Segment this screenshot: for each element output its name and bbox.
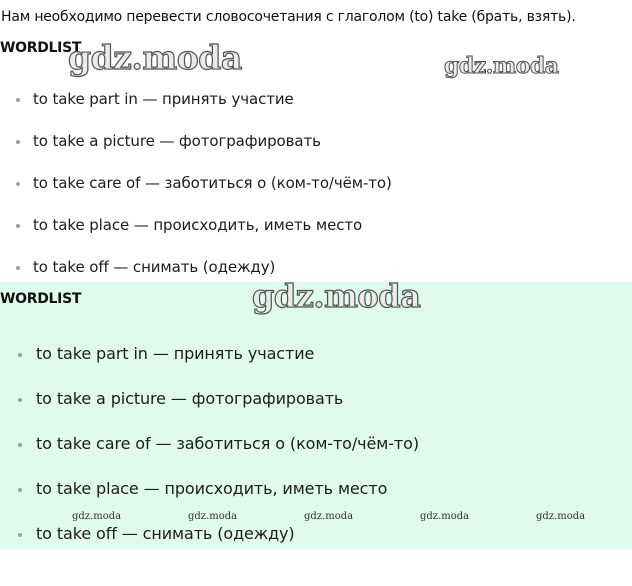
watermark-small: gdz.moda bbox=[420, 511, 470, 522]
watermark-small: gdz.moda bbox=[188, 511, 238, 522]
wordlist-heading: WORDLIST bbox=[0, 291, 82, 307]
watermark-small: gdz.moda bbox=[72, 511, 122, 522]
list-item-text: to take place — происходить, иметь место bbox=[33, 216, 363, 234]
bullet-icon bbox=[18, 353, 22, 357]
list-item-text: to take care of — заботиться о (ком-то/чём-то) bbox=[33, 174, 392, 192]
list-item-text: to take off — снимать (одежду) bbox=[36, 524, 295, 543]
list-item-text: to take off — снимать (одежду) bbox=[33, 258, 276, 276]
list-item bbox=[0, 131, 392, 173]
bullet-icon bbox=[18, 443, 22, 447]
bullet-icon bbox=[18, 488, 22, 492]
wordlist-heading: WORDLIST bbox=[0, 40, 82, 56]
list-item bbox=[0, 434, 419, 479]
list-item-text: to take a picture — фотографировать bbox=[33, 132, 321, 150]
watermark-small: gdz.moda bbox=[536, 511, 586, 522]
intro-text: Нам необходимо перевести словосочетания с глаголом (to) take (брать, взять). bbox=[1, 9, 576, 25]
wordlist bbox=[0, 89, 392, 299]
wordlist bbox=[0, 344, 419, 569]
list-item bbox=[0, 389, 419, 434]
list-item bbox=[0, 344, 419, 389]
watermark-logo: gdz.moda bbox=[444, 53, 559, 79]
list-item bbox=[0, 89, 392, 131]
list-item-text: to take care of — заботиться о (ком-то/чём-то) bbox=[36, 434, 419, 453]
bullet-icon bbox=[16, 98, 20, 102]
bullet-icon bbox=[16, 266, 20, 270]
bullet-icon bbox=[16, 224, 20, 228]
bullet-icon bbox=[16, 140, 20, 144]
list-item-text: to take a picture — фотографировать bbox=[36, 389, 344, 408]
list-item bbox=[0, 215, 392, 257]
bullet-icon bbox=[16, 182, 20, 186]
bullet-icon bbox=[18, 398, 22, 402]
list-item-text: to take place — происходить, иметь место bbox=[36, 479, 388, 498]
list-item-text: to take part in — принять участие bbox=[33, 90, 294, 108]
list-item bbox=[0, 524, 419, 569]
watermark-small: gdz.moda bbox=[304, 511, 354, 522]
list-item bbox=[0, 173, 392, 215]
list-item-text: to take part in — принять участие bbox=[36, 344, 315, 363]
watermark-logo: gdz.moda bbox=[252, 277, 421, 315]
bullet-icon bbox=[18, 533, 22, 537]
watermark-logo: gdz.moda bbox=[68, 38, 242, 77]
